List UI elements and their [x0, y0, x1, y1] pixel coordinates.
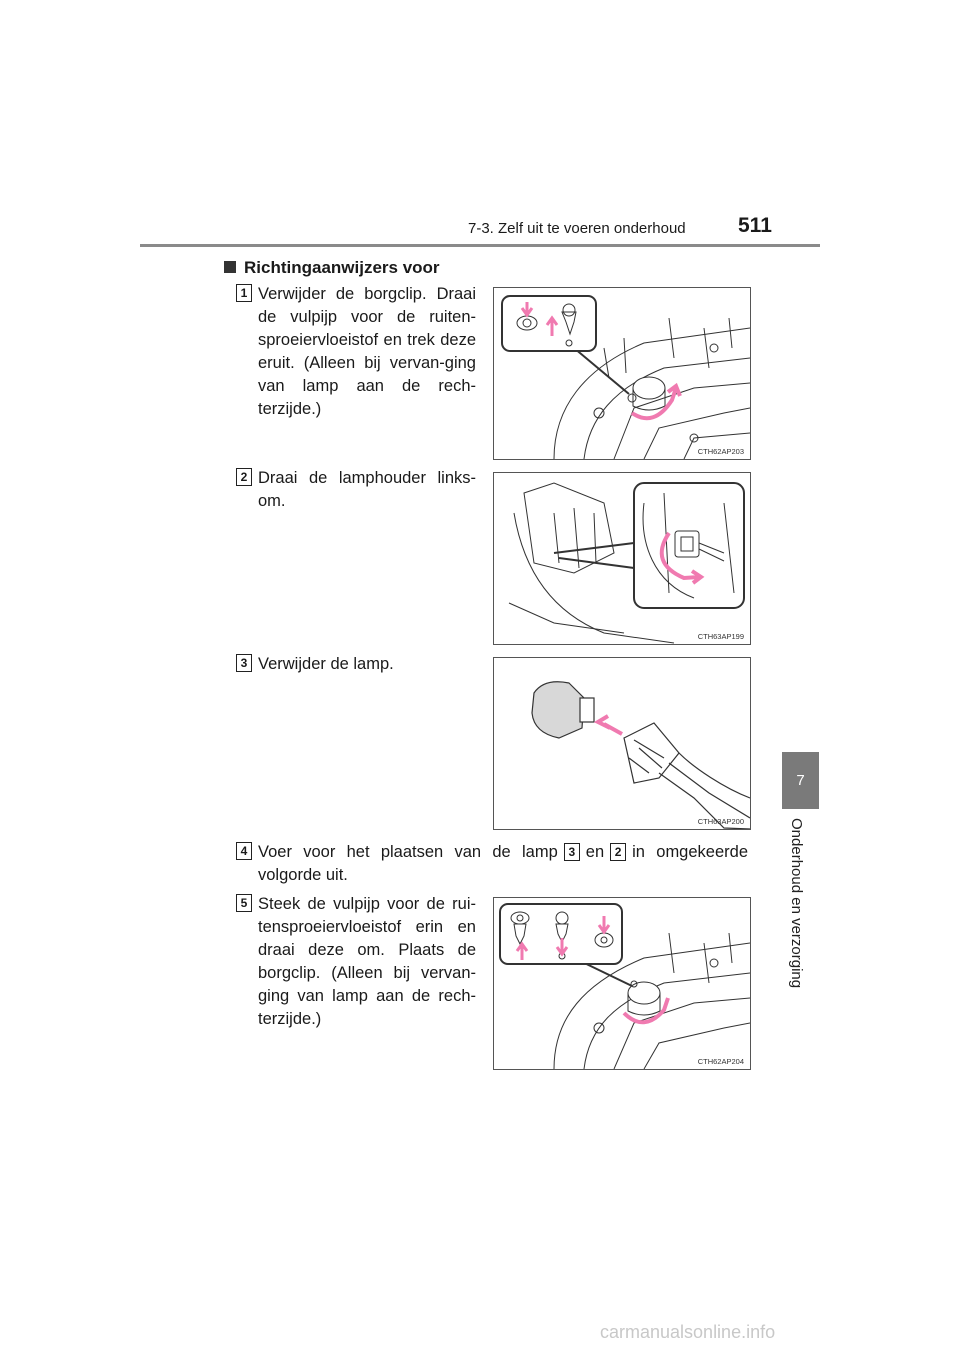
figure-step-2	[493, 472, 751, 645]
step-text-part: in omgekeerde volgorde uit.	[258, 843, 748, 884]
step-text: Draai de lamphouder links-om.	[258, 469, 476, 510]
section-title-text: Richtingaanwijzers voor	[244, 258, 440, 277]
figure-id: CTH62AP203	[697, 447, 744, 456]
step-number-badge: 5	[236, 894, 252, 912]
figure-step-1	[493, 287, 751, 460]
step-number-badge: 2	[236, 468, 252, 486]
step-ref-badge: 3	[564, 843, 580, 861]
step-text	[258, 841, 748, 887]
chapter-tab: 7	[782, 752, 819, 809]
step-ref-badge: 2	[610, 843, 626, 861]
figure-id: CTH63AP200	[697, 817, 744, 826]
step-text-part: Voer voor het plaatsen van de lamp	[258, 843, 558, 861]
figure-step-3	[493, 657, 751, 830]
figure-id: CTH63AP199	[697, 632, 744, 641]
section-title	[224, 258, 440, 278]
step-text: Verwijder de lamp.	[258, 655, 394, 673]
footer-watermark: carmanualsonline.info	[600, 1322, 776, 1342]
header-divider	[140, 244, 820, 247]
step-number-badge: 1	[236, 284, 252, 302]
step-text-part: en	[585, 843, 605, 861]
step-text: Steek de vulpijp voor de rui-tensproeiervloeistof erin en draai deze om. Plaats de borgclip. (Alleen bij vervan-ging van lamp aan de rech-terzijde.)	[258, 895, 476, 1028]
figure-step-5	[493, 897, 751, 1070]
step-number-badge: 3	[236, 654, 252, 672]
figure-id: CTH62AP204	[697, 1057, 744, 1066]
chapter-label: Onderhoud en verzorging	[788, 818, 805, 989]
page-number: 511	[738, 214, 772, 237]
step-text: Verwijder de borgclip. Draai de vulpijp voor de ruiten-sproeiervloeistof en trek deze eruit. (Alleen bij vervan-ging van lamp aan de rech-terzijde.)	[258, 285, 476, 418]
step-number-badge: 4	[236, 842, 252, 860]
section-header: 7-3. Zelf uit te voeren onderhoud	[468, 220, 686, 237]
square-bullet-icon	[224, 261, 236, 273]
